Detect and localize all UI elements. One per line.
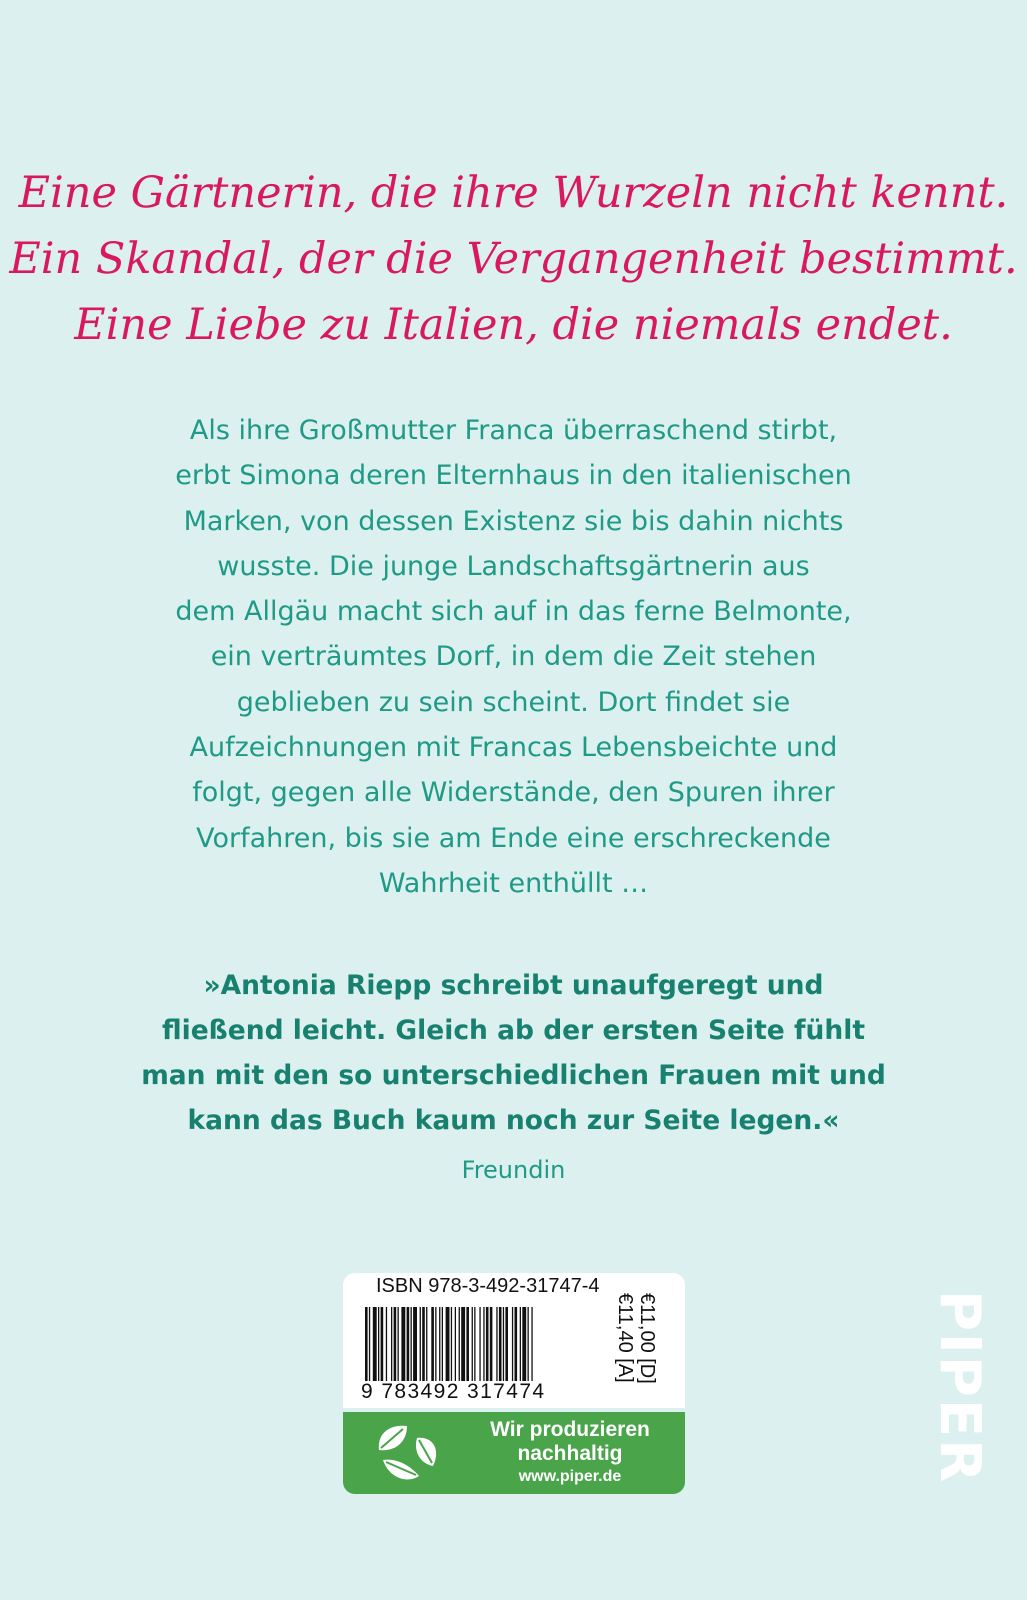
quote-line: kann das Buch kaum noch zur Seite legen.«	[187, 1105, 840, 1136]
blurb-line: Marken, von dessen Existenz sie bis dahin nichts	[183, 505, 844, 537]
ean-number: 9 783492 317474	[361, 1380, 546, 1403]
blurb-line: dem Allgäu macht sich auf in das ferne Belmonte,	[175, 596, 852, 628]
blurb-line: ein verträumtes Dorf, in dem die Zeit stehen	[210, 641, 817, 673]
tagline-line: Eine Liebe zu Italien, die niemals endet.	[74, 300, 953, 350]
tagline-line: Ein Skandal, der die Vergangenheit bestimmt.	[9, 234, 1018, 284]
blurb-line: Vorfahren, bis sie am Ende eine erschreckende	[196, 822, 831, 854]
isbn-number: ISBN 978-3-492-31747-4	[376, 1275, 600, 1297]
quote-line: man mit den so unterschiedlichen Frauen mit und	[141, 1060, 886, 1091]
price-germany: €11,00 [D]	[636, 1293, 658, 1384]
book-blurb	[110, 408, 917, 906]
tagline-line: Eine Gärtnerin, die ihre Wurzeln nicht kennt.	[18, 168, 1009, 218]
blurb-line: Aufzeichnungen mit Francas Lebensbeichte und	[189, 732, 838, 764]
blurb-line: Als ihre Großmutter Franca überraschend stirbt,	[189, 415, 838, 446]
blurb-line: geblieben zu sein scheint. Dort findet sie	[236, 686, 791, 718]
sustainability-text	[463, 1418, 677, 1488]
tagline	[0, 160, 1027, 358]
quote-source: Freundin	[461, 1156, 566, 1184]
recycle-leaves-icon	[373, 1420, 443, 1486]
quote-line: fließend leicht. Gleich ab der ersten Seite fühlt	[161, 1015, 866, 1046]
barcode-panel	[343, 1273, 685, 1408]
price-austria: €11,40 [A]	[614, 1293, 636, 1383]
review-quote	[100, 963, 927, 1143]
sustainability-line-2: nachhaltig	[517, 1442, 623, 1465]
quote-line: »Antonia Riepp schreibt unaufgeregt und	[203, 970, 824, 1001]
sustainability-line-1: Wir produzieren	[490, 1418, 650, 1441]
sustainability-badge	[343, 1412, 685, 1494]
blurb-line: erbt Simona deren Elternhaus in den italienischen	[175, 460, 852, 492]
publisher-url: www.piper.de	[518, 1468, 622, 1485]
blurb-line: folgt, gegen alle Widerstände, den Spuren ihrer	[192, 777, 835, 809]
blurb-line: Wahrheit enthüllt …	[378, 867, 649, 899]
publisher-logo: PIPER	[927, 1290, 992, 1485]
barcode-icon	[365, 1307, 621, 1381]
blurb-line: wusste. Die junge Landschaftsgärtnerin aus	[217, 550, 810, 582]
